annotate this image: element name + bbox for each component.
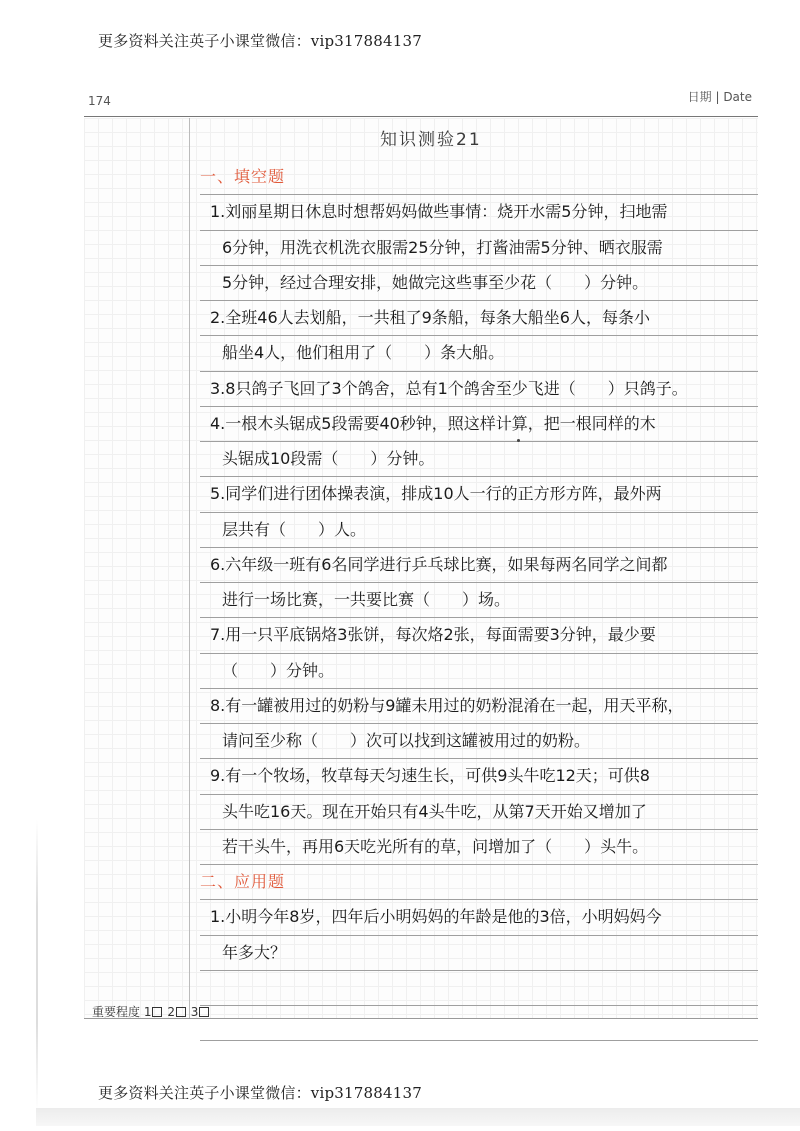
question-line: 2.全班46人去划船，一共租了9条船，每条大船坐6人，每条小	[200, 301, 758, 336]
ink-dot	[517, 439, 520, 442]
blank-line	[200, 1006, 758, 1041]
checkbox-icon[interactable]	[152, 1007, 162, 1017]
question-line: 请问至少称（ ）次可以找到这罐被用过的奶粉。	[200, 724, 758, 759]
question-line: 层共有（ ）人。	[200, 513, 758, 548]
question-line: 若干头牛，再用6天吃光所有的草，问增加了（ ）头牛。	[200, 830, 758, 865]
question-line: 年多大？	[200, 936, 758, 971]
importance-level-1: 1	[143, 1005, 152, 1019]
question-line: 头锯成10段需（ ）分钟。	[200, 442, 758, 477]
importance-rating	[92, 1003, 210, 1020]
scan-bottom-edge	[36, 1108, 800, 1126]
question-line: 船坐4人，他们租用了（ ）条大船。	[200, 336, 758, 371]
question-line: 1.刘丽星期日休息时想帮妈妈做些事情：烧开水需5分钟，扫地需	[200, 195, 758, 230]
worksheet-lines	[200, 160, 758, 1041]
question-line: 进行一场比赛，一共要比赛（ ）场。	[200, 583, 758, 618]
page-title: 知识测验21	[380, 130, 482, 150]
section-fill-blank: 一、填空题	[200, 160, 758, 195]
checkbox-icon[interactable]	[199, 1007, 209, 1017]
question-line: 5分钟，经过合理安排，她做完这些事至少花（ ）分钟。	[200, 266, 758, 301]
margin-line	[189, 118, 190, 1018]
question-line: 7.用一只平底锅烙3张饼，每次烙2张，每面需要3分钟，最少要	[200, 618, 758, 653]
watermark-bottom: 更多资料关注英子小课堂微信：vip317884137	[98, 1084, 422, 1102]
importance-label: 重要程度	[92, 1005, 141, 1019]
scan-edge-shadow	[36, 820, 38, 1110]
question-line: 8.有一罐被用过的奶粉与9罐未用过的奶粉混淆在一起，用天平称，	[200, 689, 758, 724]
question-line: 9.有一个牧场，牧草每天匀速生长，可供9头牛吃12天；可供8	[200, 759, 758, 794]
date-label: 日期 | Date	[687, 90, 752, 104]
question-line: 1.小明今年8岁，四年后小明妈妈的年龄是他的3倍，小明妈妈今	[200, 900, 758, 935]
question-line: 4.一根木头锯成5段需要40秒钟，照这样计算，把一根同样的木	[200, 407, 758, 442]
question-line: （ ）分钟。	[200, 654, 758, 689]
header-rule	[84, 116, 758, 117]
question-line: 6分钟，用洗衣机洗衣服需25分钟，打酱油需5分钟、晒衣服需	[200, 231, 758, 266]
question-line: 5.同学们进行团体操表演，排成10人一行的正方形方阵，最外两	[200, 477, 758, 512]
question-line: 头牛吃16天。现在开始只有4头牛吃，从第7天开始又增加了	[200, 795, 758, 830]
question-line: 3.8只鸽子飞回了3个鸽舍，总有1个鸽舍至少飞进（ ）只鸽子。	[200, 372, 758, 407]
page-number: 174	[88, 94, 111, 108]
importance-level-2: 2	[167, 1005, 175, 1019]
checkbox-icon[interactable]	[176, 1007, 186, 1017]
question-line: 6.六年级一班有6名同学进行乒乓球比赛，如果每两名同学之间都	[200, 548, 758, 583]
importance-level-3: 3	[190, 1005, 199, 1019]
blank-line	[200, 971, 758, 1006]
section-application: 二、应用题	[200, 865, 758, 900]
watermark-top: 更多资料关注英子小课堂微信：vip317884137	[98, 32, 422, 50]
